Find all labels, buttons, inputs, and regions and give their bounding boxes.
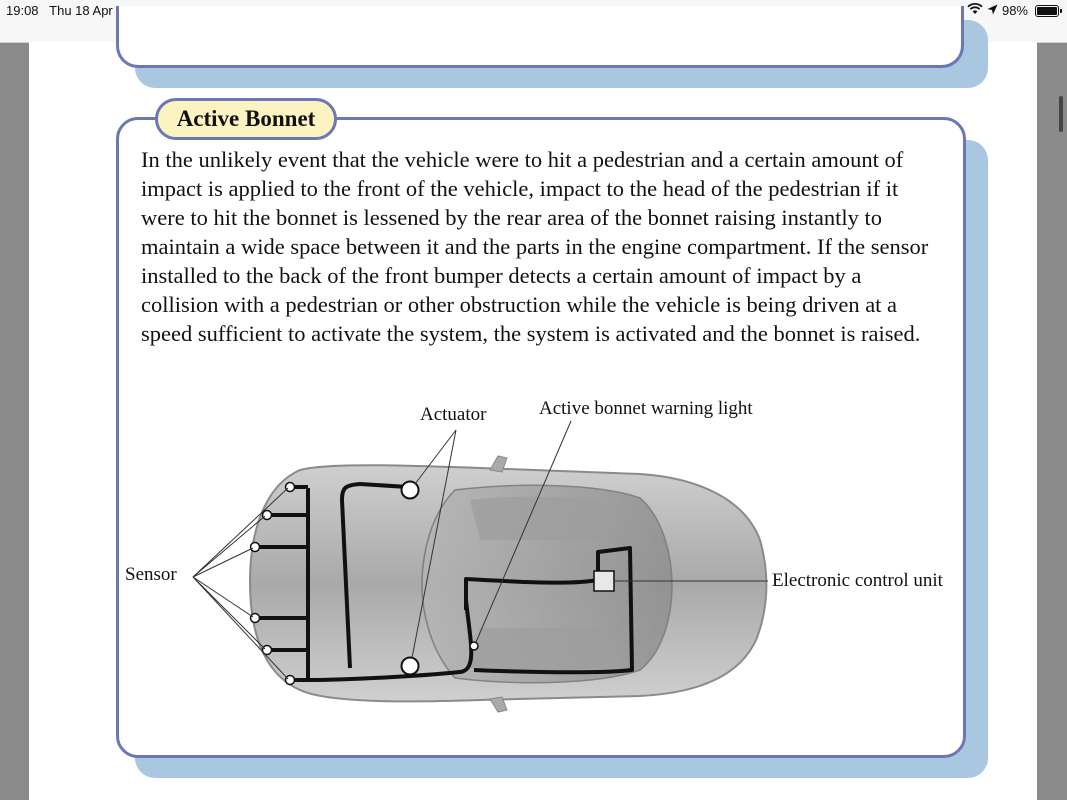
section-title: Active Bonnet xyxy=(155,98,337,140)
label-actuator: Actuator xyxy=(420,404,487,425)
sensor-marker xyxy=(251,614,260,623)
sensor-marker xyxy=(263,511,272,520)
actuator-marker xyxy=(402,482,419,499)
car-body xyxy=(250,456,766,712)
sensor-marker xyxy=(286,483,295,492)
label-ecu: Electronic control unit xyxy=(772,570,943,591)
ecu-marker xyxy=(594,571,614,591)
section-body-text: In the unlikely event that the vehicle were to hit a pedestrian and a certain amount of impact is applied to the front of the vehicle, impact to the head of the pedestrian if it were to hit the bonnet is lessened by the rear area of the bonnet raising instantly to maintain a wide space between it and the parts in the engine compartment. If the sensor installed to the back of the front bumper detects a certain amount of impact by a collision with a pedestrian or other obstruction while the vehicle is being driven at a speed sufficient to activate the system, the system is activated and the bonnet is raised. xyxy=(141,147,929,346)
label-sensor: Sensor xyxy=(125,564,177,585)
warning-light-marker xyxy=(470,642,478,650)
status-date: Thu 18 Apr xyxy=(49,3,113,18)
actuator-marker xyxy=(402,658,419,675)
sensor-marker xyxy=(286,676,295,685)
label-warning-light: Active bonnet warning light xyxy=(539,398,753,419)
status-time: 19:08 xyxy=(6,3,39,18)
sensor-marker xyxy=(251,543,260,552)
battery-percent: 98% xyxy=(1001,3,1028,18)
